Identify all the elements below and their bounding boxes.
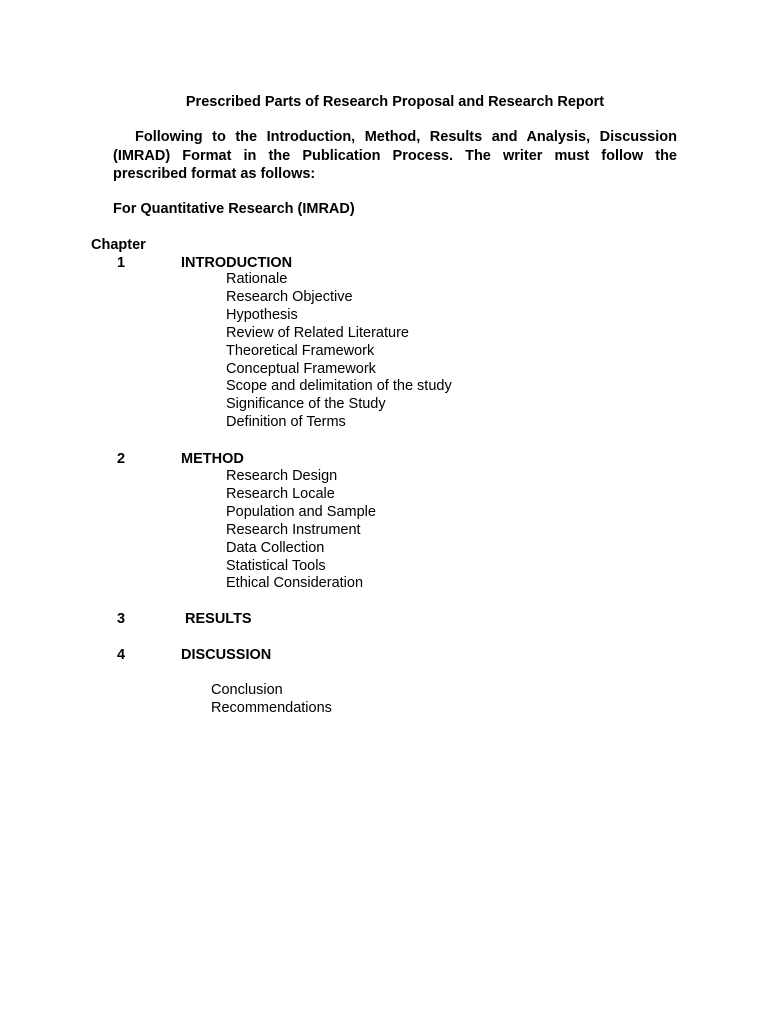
list-item: Hypothesis: [226, 306, 298, 323]
intro-line: prescribed format as follows:: [113, 166, 316, 182]
chapter-heading: RESULTS: [185, 611, 252, 627]
list-item: Statistical Tools: [226, 557, 326, 574]
list-item: Research Instrument: [226, 521, 361, 538]
intro-paragraph: [113, 128, 677, 184]
chapter-heading: DISCUSSION: [181, 647, 272, 663]
list-item: Research Objective: [226, 288, 353, 305]
list-item: Rationale: [226, 271, 288, 287]
list-item: Population and Sample: [226, 503, 376, 520]
chapter-number: 4: [117, 647, 126, 663]
list-item: Conceptual Framework: [226, 360, 376, 377]
list-item: Ethical Consideration: [226, 575, 364, 592]
list-item: Research Design: [226, 468, 338, 484]
chapter-1-items: [226, 271, 452, 432]
list-item: Conclusion: [211, 682, 283, 698]
chapter-number: 2: [117, 451, 126, 467]
chapter-number: 1: [117, 255, 126, 271]
list-item: Review of Related Literature: [226, 324, 409, 341]
chapter-heading: INTRODUCTION: [181, 255, 293, 271]
list-item: Significance of the Study: [226, 396, 386, 413]
list-item: Scope and delimitation of the study: [226, 378, 452, 395]
document-title: Prescribed Parts of Research Proposal and Research Report: [185, 94, 605, 110]
list-item: Data Collection: [226, 539, 325, 556]
chapter-4-items: [211, 682, 332, 718]
chapter-heading: METHOD: [181, 451, 244, 467]
chapter-number: 3: [117, 611, 126, 627]
list-item: Theoretical Framework: [226, 342, 375, 359]
chapter-2-items: [226, 468, 376, 593]
intro-line: Following to the Introduction, Method, Results and Analysis, Discussion: [135, 129, 677, 145]
list-item: Recommendations: [211, 699, 332, 716]
list-item: Definition of Terms: [226, 414, 346, 431]
chapter-column-label: Chapter: [91, 237, 146, 253]
intro-line: (IMRAD) Format in the Publication Process. The writer must follow the: [113, 147, 677, 164]
list-item: Research Locale: [226, 485, 335, 502]
subsection-title: For Quantitative Research (IMRAD): [113, 201, 355, 217]
